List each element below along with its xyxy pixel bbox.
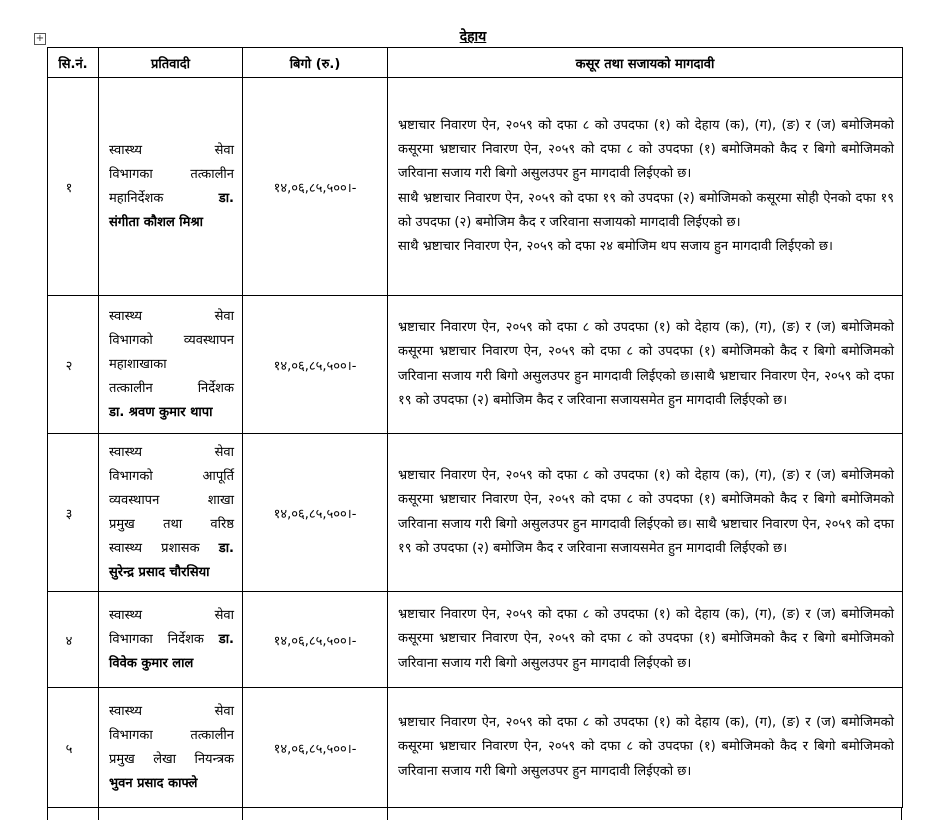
defendant-title-line: स्वास्थ्य सेवा <box>109 308 234 324</box>
header-defendant: प्रतिवादी <box>99 48 243 78</box>
defendant-name: सुरेन्द्र प्रसाद चौरसिया <box>109 564 210 580</box>
amount-cell: १४,०६,८५,५००।- <box>243 434 388 592</box>
table-row <box>48 688 903 808</box>
header-serial-number: सि.नं. <box>48 48 99 78</box>
amount-cell: १४,०६,८५,५००।- <box>243 592 388 688</box>
defendant-title-line: स्वास्थ्य प्रशासक डा. <box>109 540 234 556</box>
charge-paragraph: भ्रष्टाचार निवारण ऐन, २०५९ को दफा ८ को उपदफा (१) को देहाय (क), (ग), (ङ) र (ज) बमोजिमको कसूरमा भ्रष्टाचार निवारण ऐन, २०५९ को दफा ८ को उपदफा (१) बमोजिमको कैद र बिगो बमोजिमको जरिवाना सजाय गरी बिगो असुलउपर हुन मागदावी लिईएको छ। साथै भ्रष्टाचार निवारण ऐन, २०५९ को दफा १९ को उपदफा (२) बमोजिम कैद र जरिवाना सजायसमेत हुन मागदावी लिईएको छ। <box>398 467 894 556</box>
charge-paragraph: भ्रष्टाचार निवारण ऐन, २०५९ को दफा ८ को उपदफा (१) को देहाय (क), (ग), (ङ) र (ज) बमोजिमको कसूरमा भ्रष्टाचार निवारण ऐन, २०५९ को दफा ८ को उपदफा (१) बमोजिमको कैद र बिगो बमोजिमको जरिवाना सजाय गरी बिगो असुलउपर हुन मागदावी लिईएको छ। <box>398 715 894 779</box>
defendant-title-line: प्रमुख तथा वरिष्ठ <box>109 516 234 532</box>
defendant-title-line: विभागको आपूर्ति <box>109 468 234 484</box>
table-row <box>48 296 903 434</box>
serial-number-cell: ३ <box>48 434 99 592</box>
amount-cell: १४,०६,८५,५००।- <box>243 296 388 434</box>
defendant-cell <box>99 78 243 296</box>
serial-number-cell: ५ <box>48 688 99 808</box>
charge-cell <box>388 688 903 808</box>
defendant-title-line: स्वास्थ्य सेवा <box>109 607 234 623</box>
table-move-handle-icon[interactable]: + <box>35 33 45 44</box>
section-title: देहाय <box>459 29 487 45</box>
next-row-clipped <box>47 808 902 820</box>
defendant-name-prefix: डा. <box>218 190 234 206</box>
defendants-table <box>47 47 903 808</box>
defendant-name-prefix: डा. <box>218 540 234 556</box>
defendant-name-prefix: डा. <box>218 631 234 647</box>
table-header-row <box>48 48 903 78</box>
amount-cell: १४,०६,८५,५००।- <box>243 78 388 296</box>
defendant-title-line: व्यवस्थापन शाखा <box>109 492 234 508</box>
amount-cell: १४,०६,८५,५००।- <box>243 688 388 808</box>
defendant-cell <box>99 296 243 434</box>
defendant-title-line: स्वास्थ्य सेवा <box>109 444 234 460</box>
defendant-title-line: प्रमुख लेखा नियन्त्रक <box>109 751 234 767</box>
defendant-title-line: स्वास्थ्य सेवा <box>109 703 234 719</box>
defendant-cell <box>99 688 243 808</box>
defendant-title-line: विभागका तत्कालीन <box>109 166 234 182</box>
charge-cell <box>388 592 903 688</box>
charge-paragraph: साथै भ्रष्टाचार निवारण ऐन, २०५९ को दफा २४ बमोजिम थप सजाय हुन मागदावी लिईएको छ। <box>398 239 833 255</box>
defendant-cell <box>99 592 243 688</box>
table-row <box>48 78 903 296</box>
charge-paragraph: भ्रष्टाचार निवारण ऐन, २०५९ को दफा ८ को उपदफा (१) को देहाय (क), (ग), (ङ) र (ज) बमोजिमको कसूरमा भ्रष्टाचार निवारण ऐन, २०५९ को दफा ८ को उपदफा (१) बमोजिमको कैद र बिगो बमोजिमको जरिवाना सजाय गरी बिगो असुलउपर हुन मागदावी लिईएको छ। <box>398 607 894 671</box>
defendant-title-line: स्वास्थ्य सेवा <box>109 142 234 158</box>
charge-paragraph: भ्रष्टाचार निवारण ऐन, २०५९ को दफा ८ को उपदफा (१) को देहाय (क), (ग), (ङ) र (ज) बमोजिमको कसूरमा भ्रष्टाचार निवारण ऐन, २०५९ को दफा ८ को उपदफा (१) बमोजिमको कैद र बिगो बमोजिमको जरिवाना सजाय गरी बिगो असुलउपर हुन मागदावी लिईएको छ। <box>398 117 894 182</box>
defendant-title-line: विभागको व्यवस्थापन <box>109 332 234 348</box>
defendant-name: डा. श्रवण कुमार थापा <box>109 404 213 420</box>
table-row <box>48 592 903 688</box>
header-amount: बिगो (रु.) <box>243 48 388 78</box>
header-charge: कसूर तथा सजायको मागदावी <box>388 48 903 78</box>
charge-cell <box>388 296 903 434</box>
defendant-title-line: तत्कालीन निर्देशक <box>109 380 234 396</box>
defendant-title-line: महाशाखाका <box>109 356 167 372</box>
charge-paragraph: भ्रष्टाचार निवारण ऐन, २०५९ को दफा ८ को उपदफा (१) को देहाय (क), (ग), (ङ) र (ज) बमोजिमको कसूरमा भ्रष्टाचार निवारण ऐन, २०५९ को दफा ८ को उपदफा (१) बमोजिमको कैद र बिगो बमोजिमको जरिवाना सजाय गरी बिगो असुलउपर हुन मागदावी लिईएको छ।साथै भ्रष्टाचार निवारण ऐन, २०५९ को दफा १९ को उपदफा (२) बमोजिम कैद र जरिवाना सजायसमेत हुन मागदावी लिईएको छ। <box>398 319 894 408</box>
charge-cell <box>388 434 903 592</box>
serial-number-cell: ४ <box>48 592 99 688</box>
defendant-title-line: विभागका तत्कालीन <box>109 727 234 743</box>
serial-number-cell: २ <box>48 296 99 434</box>
defendant-name: भुवन प्रसाद काफ्ले <box>109 775 198 791</box>
charge-cell <box>388 78 903 296</box>
charge-paragraph: साथै भ्रष्टाचार निवारण ऐन, २०५९ को दफा १९ को उपदफा (२) बमोजिमको कसूरमा सोही ऐनको दफा १९ को उपदफा (२) बमोजिम कैद र जरिवाना सजायको मागदावी लिईएको छ। <box>398 190 894 230</box>
defendant-cell <box>99 434 243 592</box>
table-row <box>48 434 903 592</box>
serial-number-cell: १ <box>48 78 99 296</box>
defendant-name: विवेक कुमार लाल <box>109 655 194 671</box>
defendant-title-line: विभागका निर्देशक डा. <box>109 631 234 647</box>
defendant-title-line: महानिर्देशक डा. <box>109 190 234 206</box>
defendant-name: संगीता कौशल मिश्रा <box>109 214 204 230</box>
